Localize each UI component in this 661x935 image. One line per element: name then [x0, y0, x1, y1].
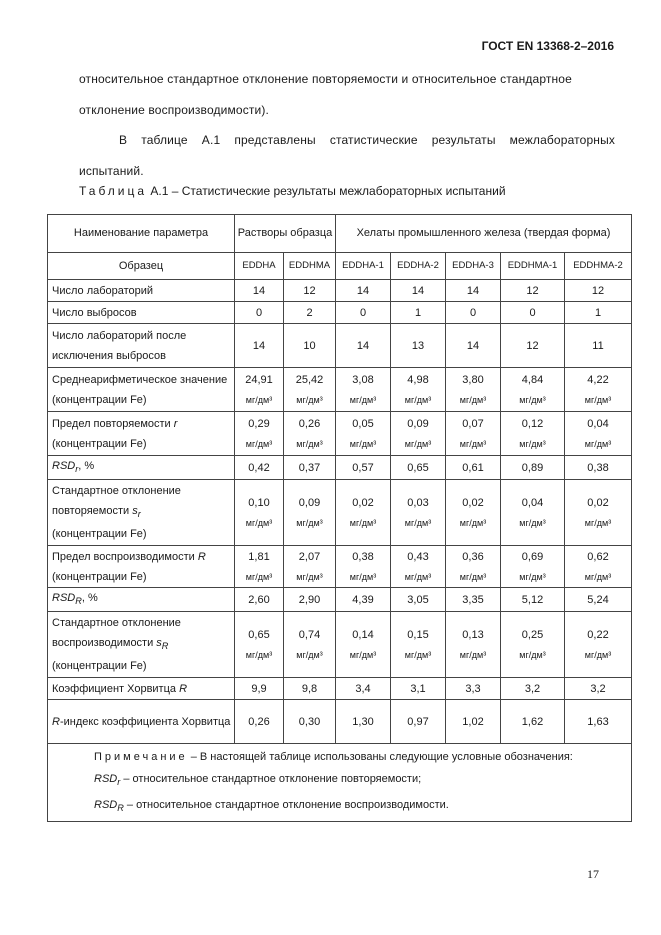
cell-unit: мг/дм³ — [519, 649, 546, 660]
note-line — [94, 746, 625, 768]
cell-unit: мг/дм³ — [245, 571, 273, 582]
table-cell: 5,24 — [565, 588, 632, 612]
label-symbol: RSD — [52, 592, 76, 605]
cell-unit: мг/дм³ — [519, 571, 546, 582]
table-cell — [501, 546, 565, 588]
table-cell — [284, 480, 336, 546]
label-text: , % — [81, 592, 98, 605]
table-cell: 9,9 — [235, 678, 284, 700]
table-cell — [446, 612, 501, 678]
sample-code: EDDHA — [235, 253, 284, 280]
cell-value: 4,22 — [587, 373, 609, 386]
table-row — [48, 412, 632, 456]
table-cell — [235, 612, 284, 678]
table-cell — [235, 546, 284, 588]
cell-value: 0,43 — [407, 550, 429, 563]
header-row-samples — [48, 253, 632, 280]
cell-unit: мг/дм³ — [404, 438, 432, 449]
cell-value: 0,62 — [587, 550, 609, 563]
label-text: Предел повторяемости — [52, 417, 174, 430]
table-cell — [391, 612, 446, 678]
table-row — [48, 324, 632, 368]
row-label: Число лабораторий — [48, 280, 235, 302]
cell-unit: мг/дм³ — [349, 438, 377, 449]
table-cell: 1,62 — [501, 700, 565, 744]
table-cell: 0,65 — [391, 456, 446, 480]
cell-unit: мг/дм³ — [349, 649, 377, 660]
cell-unit: мг/дм³ — [584, 649, 612, 660]
label-symbol: R — [197, 550, 206, 563]
row-label: Число лабораторий после исключения выбросов — [48, 324, 235, 368]
cell-value: 4,84 — [521, 373, 544, 386]
row-label — [48, 678, 235, 700]
label-symbol: R — [52, 715, 60, 728]
cell-value: 0,02 — [462, 496, 484, 509]
header-row-1 — [48, 215, 632, 253]
cell-unit: мг/дм³ — [584, 517, 612, 528]
note-label: Примечание — [94, 751, 188, 764]
cell-unit: мг/дм³ — [404, 649, 432, 660]
note-subscript: r — [117, 777, 121, 788]
table-cell: 12 — [501, 280, 565, 302]
table-row — [48, 588, 632, 612]
table-cell: 0,89 — [501, 456, 565, 480]
page-number: 17 — [587, 867, 599, 881]
document-id: ГОСТ EN 13368-2–2016 — [481, 39, 614, 53]
table-cell — [336, 368, 391, 412]
table-cell: 3,35 — [446, 588, 501, 612]
table-cell — [336, 546, 391, 588]
cell-value: 0,09 — [298, 496, 321, 509]
table-row — [48, 456, 632, 480]
table-cell: 0,38 — [565, 456, 632, 480]
row-label — [48, 588, 235, 612]
label-symbol: s — [132, 505, 138, 518]
results-table — [47, 214, 632, 822]
cell-value: 2,07 — [298, 550, 321, 563]
sample-code: EDDHA-3 — [446, 253, 501, 280]
cell-unit: мг/дм³ — [245, 438, 273, 449]
note-text: – относительное стандартное отклонение воспроизводимости. — [123, 798, 449, 811]
table-cell — [235, 412, 284, 456]
table-note — [48, 744, 632, 821]
cell-value: 0,26 — [298, 417, 321, 430]
cell-value: 3,08 — [352, 373, 374, 386]
table-cell: 3,4 — [336, 678, 391, 700]
note-line — [94, 768, 625, 793]
table-cell — [501, 368, 565, 412]
table-cell: 9,8 — [284, 678, 336, 700]
table-row — [48, 480, 632, 546]
table-cell — [446, 546, 501, 588]
table-cell: 1,30 — [336, 700, 391, 744]
cell-value: 0,69 — [521, 550, 544, 563]
cell-value: 0,22 — [587, 628, 609, 641]
cell-unit: мг/дм³ — [404, 394, 432, 405]
row-label — [48, 480, 235, 546]
table-cell — [446, 368, 501, 412]
cell-value: 0,74 — [298, 628, 321, 641]
cell-value: 0,65 — [248, 628, 270, 641]
table-cell: 3,2 — [565, 678, 632, 700]
cell-value: 1,81 — [248, 550, 270, 563]
cell-unit: мг/дм³ — [584, 571, 612, 582]
table-cell: 12 — [565, 280, 632, 302]
sample-code: EDDHMA — [284, 253, 336, 280]
table-cell — [446, 412, 501, 456]
cell-value: 24,91 — [245, 373, 273, 386]
cell-unit: мг/дм³ — [245, 649, 273, 660]
table-cell — [565, 480, 632, 546]
label-subscript: R — [75, 596, 82, 607]
table-cell: 14 — [446, 324, 501, 368]
label-text: (концентрации Fe) — [52, 570, 147, 583]
cell-value: 0,12 — [521, 417, 544, 430]
cell-unit: мг/дм³ — [296, 649, 323, 660]
cell-value: 3,80 — [462, 373, 484, 386]
label-subscript: r — [75, 464, 79, 475]
table-cell: 12 — [284, 280, 336, 302]
paragraph-continuation: относительное стандартное отклонение повторяемости и относительное стандартное отклонение воспроизводимости). — [79, 72, 572, 117]
table-cell — [446, 480, 501, 546]
cell-unit: мг/дм³ — [519, 438, 546, 449]
note-symbol: RSD — [94, 773, 118, 786]
table-row — [48, 546, 632, 588]
table-cell: 0,42 — [235, 456, 284, 480]
cell-unit: мг/дм³ — [349, 517, 377, 528]
cell-value: 0,38 — [352, 550, 374, 563]
table-cell: 4,39 — [336, 588, 391, 612]
label-text: (концентрации Fe) — [52, 528, 147, 541]
table-cell: 0,26 — [235, 700, 284, 744]
table-cell — [284, 612, 336, 678]
caption-label: Таблица — [79, 184, 148, 198]
table-cell — [565, 546, 632, 588]
cell-unit: мг/дм³ — [296, 517, 323, 528]
label-text: Коэффициент Хорвитца — [52, 682, 180, 695]
cell-unit: мг/дм³ — [584, 438, 612, 449]
cell-unit: мг/дм³ — [459, 394, 487, 405]
table-caption — [79, 184, 506, 198]
table-cell: 0 — [235, 302, 284, 324]
table-cell — [391, 480, 446, 546]
table-cell: 3,3 — [446, 678, 501, 700]
table-cell: 11 — [565, 324, 632, 368]
table-cell — [565, 368, 632, 412]
label-text: Стандартное отклонение воспроизводимости — [52, 617, 181, 650]
cell-unit: мг/дм³ — [349, 394, 377, 405]
label-text: Предел воспроизводимости — [52, 550, 198, 563]
cell-value: 0,36 — [462, 550, 484, 563]
row-label — [48, 456, 235, 480]
header-sample: Образец — [48, 253, 235, 280]
sample-code: EDDHA-2 — [391, 253, 446, 280]
table-cell — [284, 412, 336, 456]
label-text: Стандартное отклонение повторяемости — [52, 485, 181, 518]
cell-unit: мг/дм³ — [404, 571, 432, 582]
cell-unit: мг/дм³ — [296, 571, 323, 582]
cell-value: 0,10 — [248, 496, 270, 509]
table-row — [48, 368, 632, 412]
cell-value: 0,14 — [352, 628, 374, 641]
cell-value: 0,09 — [407, 417, 429, 430]
row-label: Число выбросов — [48, 302, 235, 324]
table-row — [48, 302, 632, 324]
table-cell: 14 — [336, 280, 391, 302]
cell-unit: мг/дм³ — [245, 394, 273, 405]
cell-value: 0,04 — [521, 496, 544, 509]
table-cell: 0,37 — [284, 456, 336, 480]
cell-unit: мг/дм³ — [404, 517, 432, 528]
cell-unit: мг/дм³ — [459, 649, 487, 660]
label-text: -индекс коэффициента Хорвитца — [59, 715, 231, 728]
table-cell: 10 — [284, 324, 336, 368]
label-symbol: R — [179, 682, 188, 695]
table-cell: 2 — [284, 302, 336, 324]
cell-unit: мг/дм³ — [584, 394, 612, 405]
cell-unit: мг/дм³ — [519, 517, 546, 528]
table-cell: 0 — [446, 302, 501, 324]
table-cell — [336, 412, 391, 456]
table-cell — [565, 412, 632, 456]
table-cell: 1 — [391, 302, 446, 324]
table-cell: 0 — [336, 302, 391, 324]
table-cell: 14 — [446, 280, 501, 302]
table-cell — [235, 368, 284, 412]
label-text: (концентрации Fe) — [52, 437, 147, 450]
cell-unit: мг/дм³ — [245, 517, 273, 528]
row-label — [48, 612, 235, 678]
cell-value: 0,29 — [248, 417, 270, 430]
cell-value: 0,02 — [587, 496, 609, 509]
label-subscript: r — [137, 509, 141, 520]
table-cell — [391, 546, 446, 588]
table-cell: 14 — [391, 280, 446, 302]
table-cell — [391, 412, 446, 456]
table-cell: 14 — [235, 324, 284, 368]
table-cell: 0,57 — [336, 456, 391, 480]
table-cell: 1,02 — [446, 700, 501, 744]
table-cell: 0,97 — [391, 700, 446, 744]
table-cell: 0,61 — [446, 456, 501, 480]
table-cell — [336, 612, 391, 678]
note-subscript: R — [117, 802, 124, 813]
paragraph-intro: В таблице А.1 представлены статистические результаты межлабораторных испытаний. — [79, 133, 615, 178]
table-row — [48, 700, 632, 744]
cell-unit: мг/дм³ — [296, 394, 323, 405]
label-symbol: r — [173, 417, 178, 430]
table-cell: 14 — [336, 324, 391, 368]
header-chelates: Хелаты промышленного железа (твердая форма) — [336, 215, 632, 253]
cell-value: 25,42 — [295, 373, 324, 386]
label-symbol: s — [156, 637, 162, 650]
sample-code: EDDHMA-1 — [501, 253, 565, 280]
sample-code: EDDHMA-2 — [565, 253, 632, 280]
table-cell — [235, 480, 284, 546]
caption-text: А.1 – Статистические результаты межлабораторных испытаний — [147, 184, 506, 198]
label-subscript: R — [161, 641, 169, 652]
header-solutions: Растворы образца — [235, 215, 336, 253]
table-cell — [284, 368, 336, 412]
cell-unit: мг/дм³ — [459, 517, 487, 528]
cell-unit: мг/дм³ — [296, 438, 323, 449]
table-cell: 1,63 — [565, 700, 632, 744]
table-cell: 1 — [565, 302, 632, 324]
note-text: – относительное стандартное отклонение повторяемости; — [120, 773, 422, 786]
table-cell: 14 — [235, 280, 284, 302]
row-label — [48, 546, 235, 588]
cell-unit: мг/дм³ — [459, 571, 487, 582]
table-cell: 5,12 — [501, 588, 565, 612]
table-row — [48, 280, 632, 302]
header-param: Наименование параметра — [48, 215, 235, 253]
label-text: (концентрации Fe) — [52, 660, 147, 673]
table-cell: 0 — [501, 302, 565, 324]
cell-unit: мг/дм³ — [459, 438, 487, 449]
table-cell: 3,1 — [391, 678, 446, 700]
table-cell — [391, 368, 446, 412]
table-cell: 3,2 — [501, 678, 565, 700]
note-text: – В настоящей таблице использованы следующие условные обозначения: — [187, 751, 573, 764]
cell-value: 0,13 — [462, 628, 484, 641]
label-text: , % — [78, 460, 95, 472]
note-line — [94, 794, 625, 819]
table-row — [48, 678, 632, 700]
table-cell — [336, 480, 391, 546]
table-cell: 3,05 — [391, 588, 446, 612]
cell-value: 0,25 — [521, 628, 544, 641]
cell-value: 0,07 — [462, 417, 484, 430]
table-cell: 12 — [501, 324, 565, 368]
table-cell — [284, 546, 336, 588]
table-cell: 2,60 — [235, 588, 284, 612]
sample-code: EDDHA-1 — [336, 253, 391, 280]
cell-value: 4,98 — [407, 373, 429, 386]
note-row — [48, 744, 632, 821]
cell-value: 0,05 — [352, 417, 374, 430]
table-cell — [501, 612, 565, 678]
table-cell — [501, 480, 565, 546]
row-label — [48, 412, 235, 456]
table-cell: 13 — [391, 324, 446, 368]
table-cell — [565, 612, 632, 678]
cell-value: 0,02 — [352, 496, 374, 509]
label-symbol: RSD — [52, 460, 76, 472]
cell-value: 0,04 — [587, 417, 609, 430]
table-row — [48, 612, 632, 678]
row-label: Среднеарифметическое значение (концентрации Fe) — [48, 368, 235, 412]
note-symbol: RSD — [94, 798, 118, 811]
cell-unit: мг/дм³ — [519, 394, 546, 405]
table-cell: 0,30 — [284, 700, 336, 744]
cell-value: 0,15 — [407, 628, 429, 641]
cell-unit: мг/дм³ — [349, 571, 377, 582]
table-cell: 2,90 — [284, 588, 336, 612]
row-label — [48, 700, 235, 744]
cell-value: 0,03 — [407, 496, 429, 509]
table-cell — [501, 412, 565, 456]
